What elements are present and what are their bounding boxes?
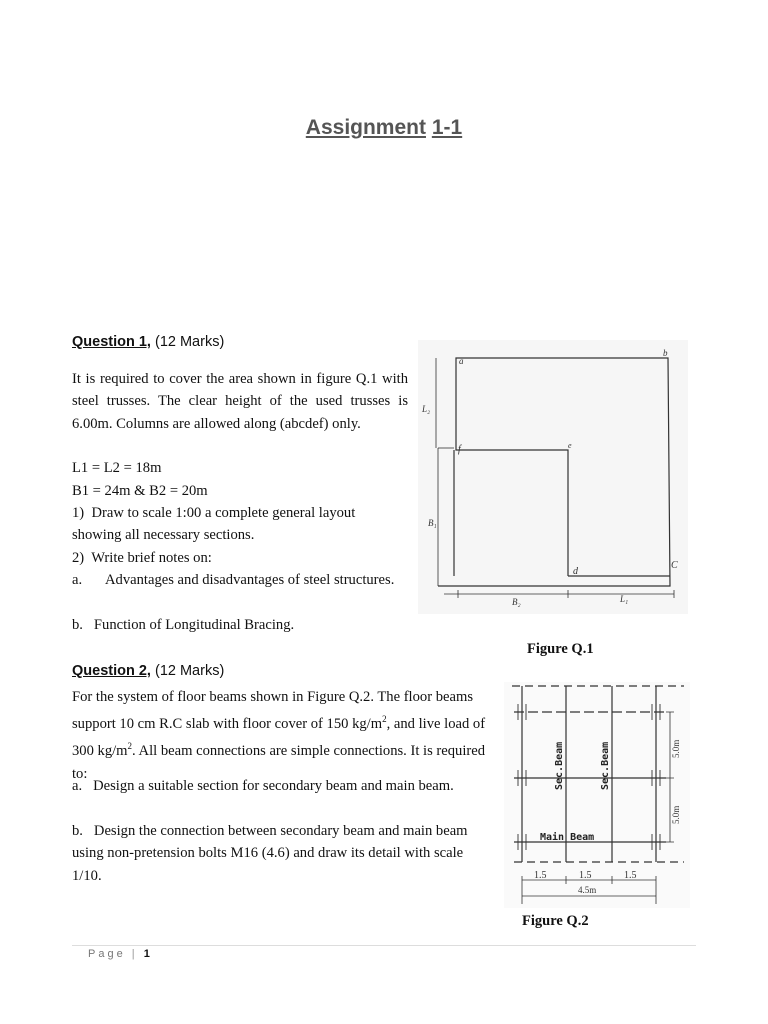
question-1-item-2: 2) Write brief notes on: (72, 550, 212, 566)
question-1-item-b: b. Function of Longitudinal Bracing. (72, 617, 295, 633)
page-footer: Page | 1 (88, 948, 150, 960)
fig1-label-l1: L₁ (620, 594, 629, 604)
question-1-intro: It is required to cover the area shown in figure Q.1 with steel trusses. The clear height of the used trusses is 6.00m. Columns are allowed along (abcdef) only. (72, 371, 408, 432)
question-1-heading: Question 1, (12 Marks) (72, 334, 225, 350)
fig1-label-b2: B₂ (512, 597, 521, 607)
fig2-dim-1-5-c: 1.5 (624, 870, 637, 881)
question-2-intro: For the system of floor beams shown in Figure Q.2. The floor beams support 10 cm R.C slab with floor cover of 150 $kg/m^2$, and live load of 300 $kg/m^2$. All beam connections are simple connections. It is required to: (72, 689, 486, 782)
question-2-item-b: b. Design the connection between secondary beam and main beam using non-pretension bolts M16 (4.6) and draw its detail with scale 1/10. (72, 823, 468, 884)
question-2-heading: Question 2, (12 Marks) (72, 663, 225, 679)
fig2-dim-1-5-b: 1.5 (579, 870, 592, 881)
fig1-label-d: d (573, 566, 578, 577)
question-2-item-a: a. Design a suitable section for secondary beam and main beam. (72, 778, 454, 794)
figure-q1-caption: Figure Q.1 (527, 641, 594, 657)
fig1-label-b: b (663, 348, 668, 358)
fig2-sec-beam-label-2: Sec.Beam (600, 741, 611, 790)
question-1-item-1: 1) Draw to scale 1:00 a complete general layout showing all necessary sections. (72, 505, 356, 544)
fig2-main-beam-label: Main Beam (540, 832, 595, 843)
page-title: Assignment 1-1 (305, 116, 463, 139)
question-1-l-values: L1 = L2 = 18m (72, 460, 162, 476)
figure-q1 (418, 340, 688, 614)
fig2-dim-1-5-a: 1.5 (534, 870, 547, 881)
fig1-label-c: C (671, 560, 678, 571)
footer-divider (72, 945, 696, 946)
question-1-b-values: B1 = 24m & B2 = 20m (72, 483, 208, 499)
figure-q2-caption: Figure Q.2 (522, 913, 589, 929)
fig1-label-f: f (458, 444, 461, 455)
fig1-label-a: a (459, 356, 464, 366)
fig1-label-e: e (568, 441, 572, 450)
question-1-item-a: a. Advantages and disadvantages of steel structures. (72, 572, 395, 588)
fig1-label-b1: B₁ (428, 518, 437, 528)
fig1-label-l2: L₂ (422, 404, 431, 414)
fig2-dim-4-5m: 4.5m (578, 885, 597, 895)
fig2-dim-5m-top: 5.0m (671, 739, 681, 758)
fig2-sec-beam-label-1: Sec.Beam (554, 741, 565, 790)
figure-q2 (504, 682, 690, 908)
fig2-dim-5m-bottom: 5.0m (671, 805, 681, 824)
